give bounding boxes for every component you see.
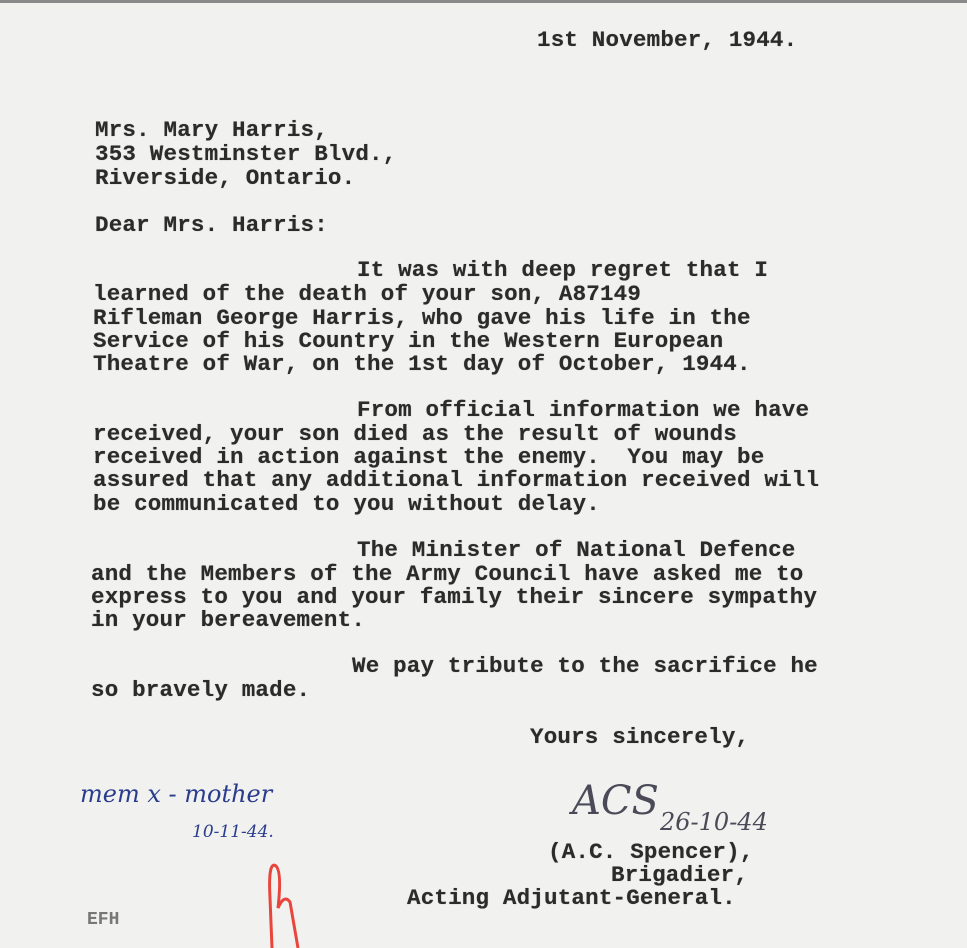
paragraph-line: express to you and your family their sincere sympathy xyxy=(91,584,818,610)
signature-initials: ACS xyxy=(572,778,659,824)
paragraph-line: Service of his Country in the Western European xyxy=(93,328,724,354)
red-pencil-mark xyxy=(258,858,318,948)
address-line: Riverside, Ontario. xyxy=(95,165,356,191)
paragraph-line: We pay tribute to the sacrifice he xyxy=(352,653,818,679)
paragraph-line: It was with deep regret that I xyxy=(357,257,769,283)
handwritten-note-date: 10-11-44. xyxy=(192,822,274,842)
typist-initials: EFH xyxy=(87,910,120,930)
signatory-title: Acting Adjutant-General. xyxy=(407,885,736,911)
paragraph-line: received, your son died as the result of wounds xyxy=(93,421,738,447)
scan-top-edge xyxy=(0,0,967,3)
paragraph-line: received in action against the enemy. You may be xyxy=(93,444,765,470)
paragraph-line: assured that any additional information received will xyxy=(93,467,820,493)
paragraph-line: The Minister of National Defence xyxy=(357,537,796,563)
address-line: Mrs. Mary Harris, xyxy=(95,117,328,143)
signatory-name: (A.C. Spencer), xyxy=(548,839,754,865)
salutation: Dear Mrs. Harris: xyxy=(95,212,328,238)
closing: Yours sincerely, xyxy=(530,724,750,750)
signature-date: 26-10-44 xyxy=(660,808,768,836)
paragraph-line: Rifleman George Harris, who gave his life in the xyxy=(93,305,751,331)
signatory-rank: Brigadier, xyxy=(611,862,749,888)
letter-date: 1st November, 1944. xyxy=(537,27,798,53)
paragraph-line: be communicated to you without delay. xyxy=(93,491,600,517)
paragraph-line: learned of the death of your son, A87149 xyxy=(93,281,642,307)
handwritten-note: mem x - mother xyxy=(80,780,273,808)
paragraph-line: so bravely made. xyxy=(91,677,311,703)
paragraph-line: From official information we have xyxy=(357,397,810,423)
paragraph-line: Theatre of War, on the 1st day of October, 1944. xyxy=(93,351,751,377)
paragraph-line: in your bereavement. xyxy=(91,607,366,633)
paragraph-line: and the Members of the Army Council have asked me to xyxy=(91,561,804,587)
address-line: 353 Westminster Blvd., xyxy=(95,141,397,167)
